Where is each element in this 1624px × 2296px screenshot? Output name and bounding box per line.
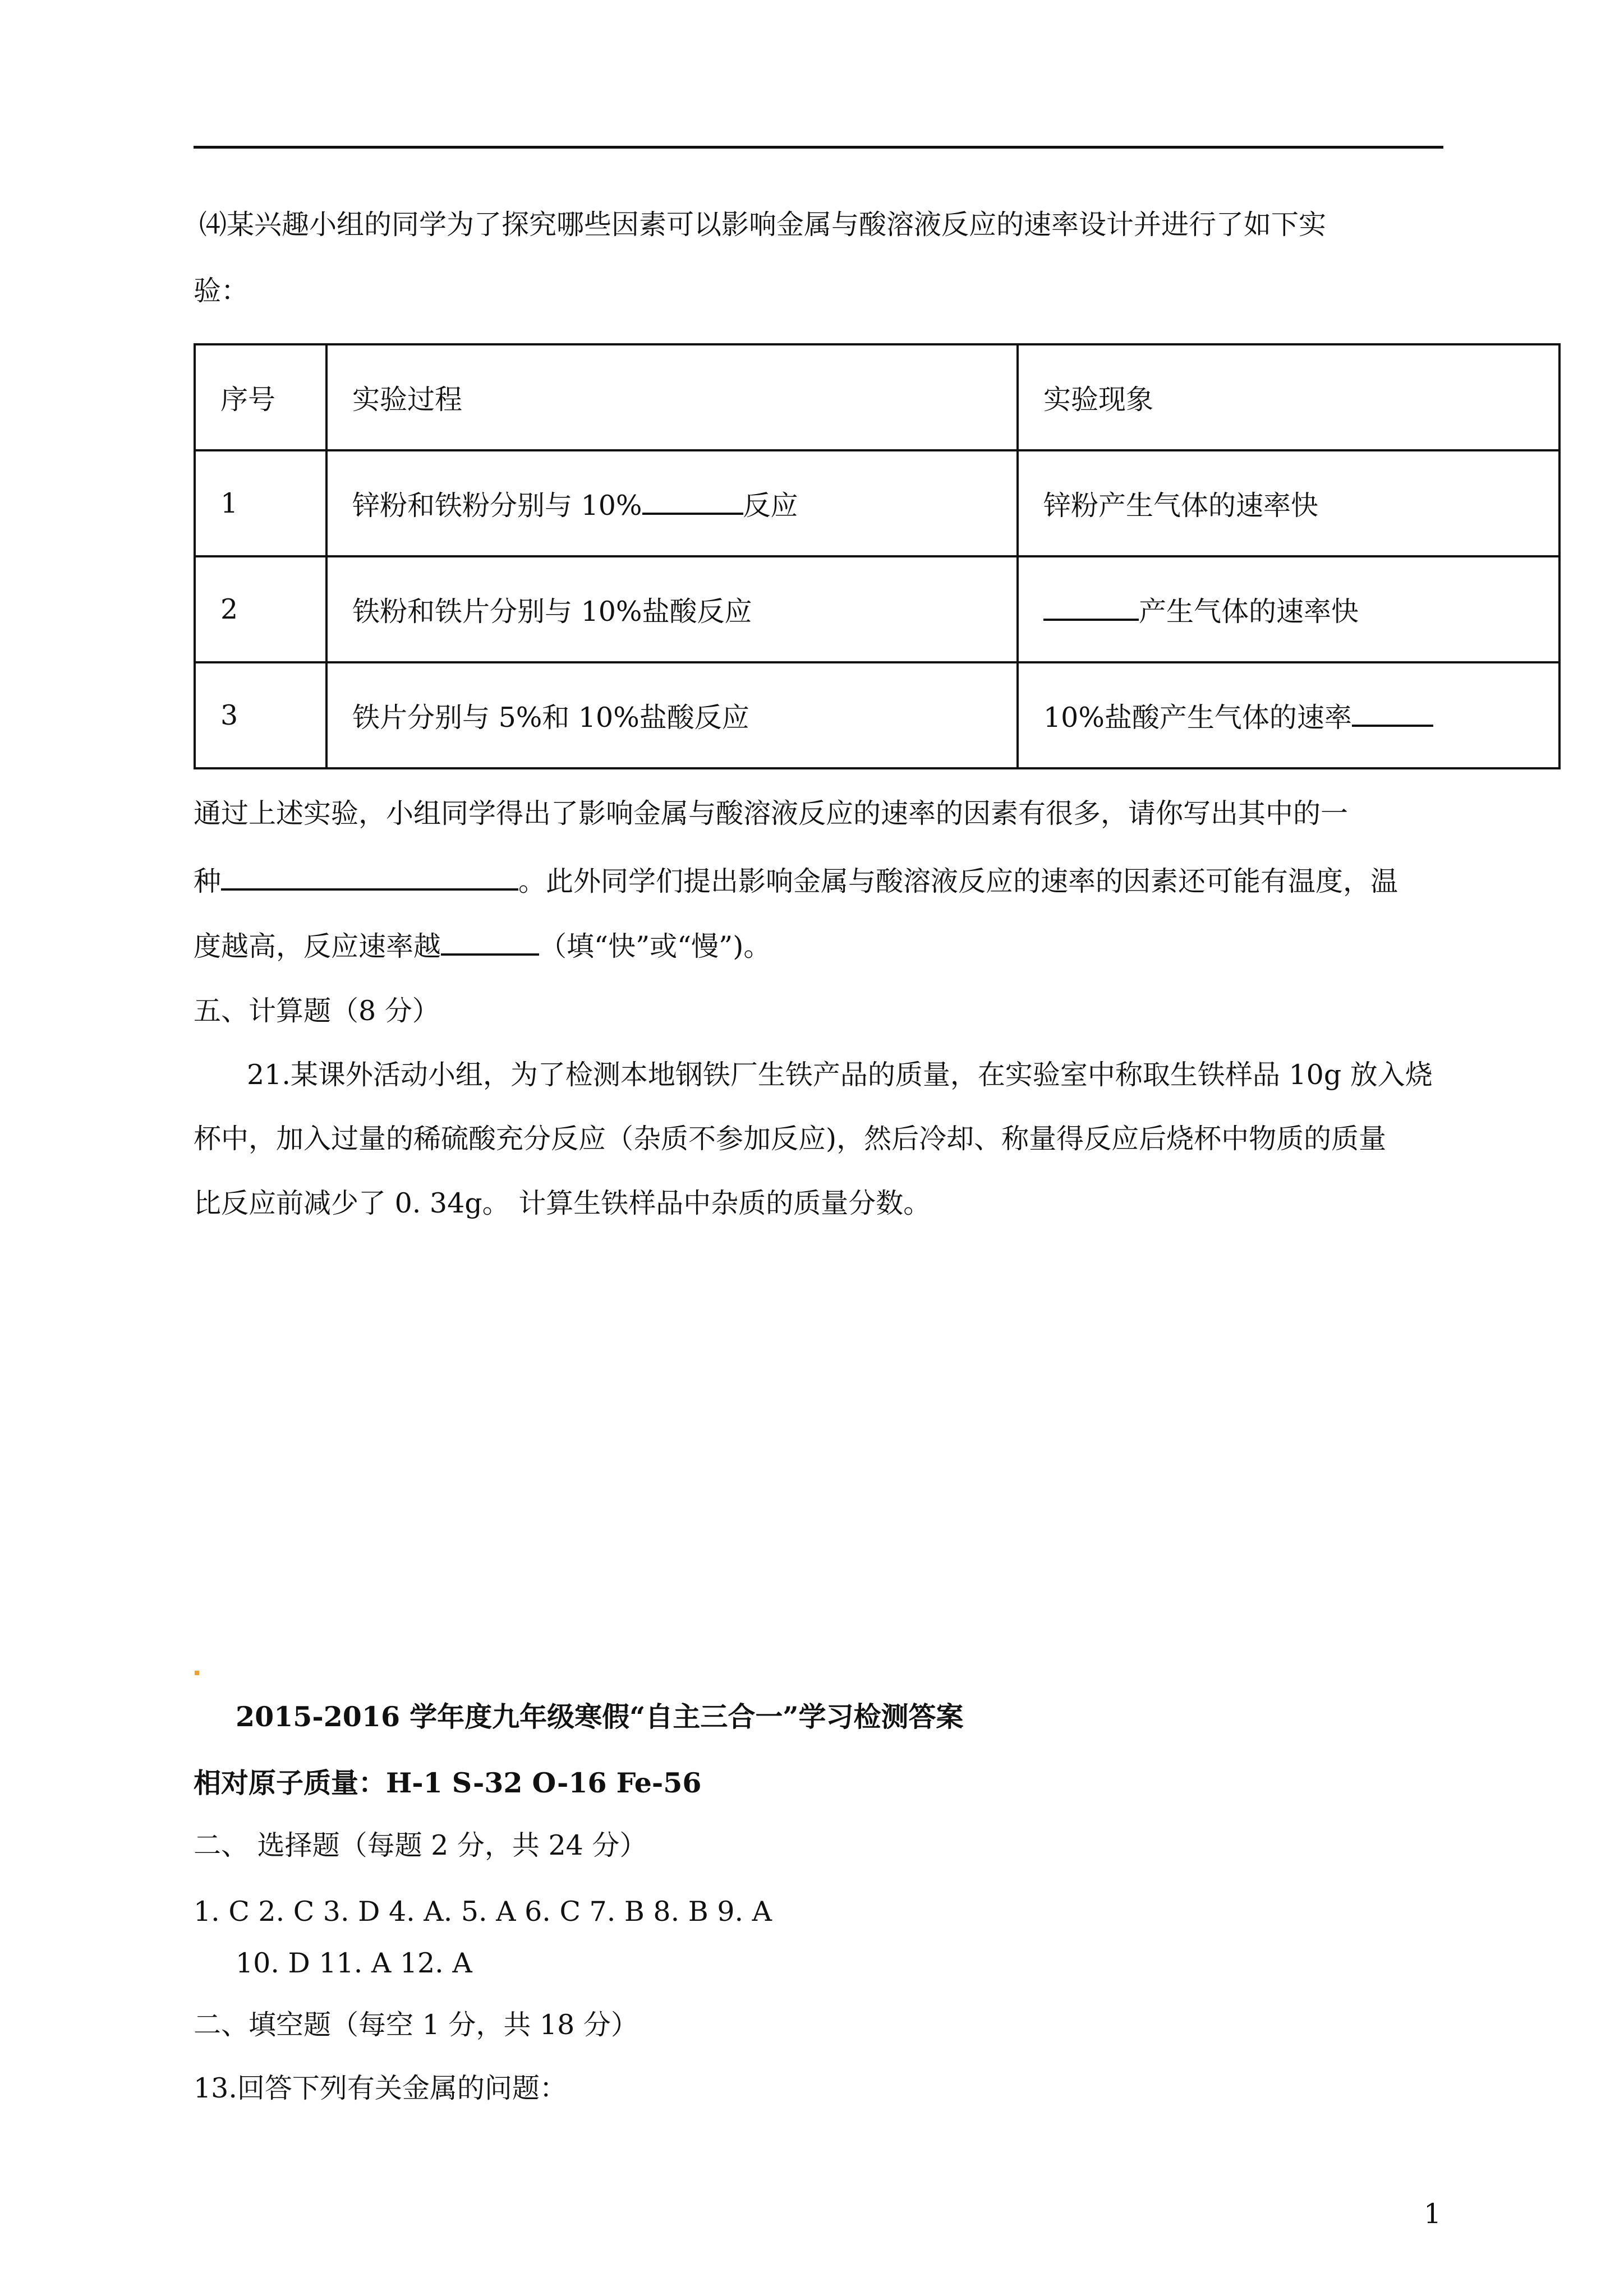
conclusion-line2 <box>194 864 1398 899</box>
header-number: 序号 <box>195 344 326 450</box>
header-phenomenon: 实验现象 <box>1018 344 1559 450</box>
fill-section-title: 二、填空题（每空 1 分，共 18 分） <box>194 2009 638 2041</box>
page-number: 1 <box>1424 2198 1442 2230</box>
answers-title: 2015-2016 学年度九年级寒假“自主三合一”学习检测答案 <box>236 1700 964 1733</box>
row-phenomenon <box>1018 556 1559 662</box>
q13-text: 13.回答下列有关金属的问题： <box>194 2072 567 2104</box>
experiment-table <box>194 343 1561 769</box>
conclusion-line3 <box>194 929 771 964</box>
section5-title: 五、计算题（8 分） <box>194 995 440 1027</box>
conclusion-text: 度越高，反应速率越 <box>194 930 441 962</box>
conclusion-text-after: （填“快”或“慢”)。 <box>539 930 771 962</box>
conclusion-text-after: 。此外同学们提出影响金属与酸溶液反应的速率的因素还可能有温度，温 <box>518 865 1398 897</box>
q21-line1: 21.某课外活动小组，为了检测本地钢铁厂生铁产品的质量，在实验室中称取生铁样品 10g 放入烧 <box>247 1059 1433 1091</box>
answer-blank <box>1043 594 1139 621</box>
q4-text-line2: 验： <box>194 275 249 307</box>
conclusion-line1: 通过上述实验，小组同学得出了影响金属与酸溶液反应的速率的因素有很多，请你写出其中的一 <box>194 797 1349 829</box>
row-process <box>326 450 1018 556</box>
q4-text-line1: ⑷某兴趣小组的同学为了探究哪些因素可以影响金属与酸溶液反应的速率设计并进行了如下实 <box>199 209 1327 241</box>
conclusion-text: 种 <box>194 865 222 897</box>
header-rule <box>194 146 1443 149</box>
phenomenon-text: 10%盐酸产生气体的速率 <box>1043 701 1352 734</box>
row-process: 铁片分别与 5%和 10%盐酸反应 <box>326 662 1018 768</box>
table-row <box>195 556 1559 662</box>
table-header-row <box>195 344 1559 450</box>
row-phenomenon <box>1018 662 1559 768</box>
header-process: 实验过程 <box>326 344 1018 450</box>
q21-line2: 杯中，加入过量的稀硫酸充分反应（杂质不参加反应)，然后冷却、称量得反应后烧杯中物质的质量 <box>194 1123 1387 1155</box>
process-text: 锌粉和铁粉分别与 10% <box>352 489 642 522</box>
table-row <box>195 450 1559 556</box>
table-row <box>195 662 1559 768</box>
row-phenomenon: 锌粉产生气体的速率快 <box>1018 450 1559 556</box>
atomic-mass-line: 相对原子质量：H-1 S-32 O-16 Fe-56 <box>194 1767 702 1799</box>
q21-line3: 比反应前减少了 0. 34g。 计算生铁样品中杂质的质量分数。 <box>194 1187 931 1219</box>
process-text-after: 反应 <box>743 489 798 522</box>
row-number: 1 <box>195 450 326 556</box>
row-number: 3 <box>195 662 326 768</box>
orange-dot-mark <box>195 1671 199 1675</box>
answer-blank <box>1352 700 1433 727</box>
answer-blank <box>441 929 539 956</box>
choice-answers-line2: 10. D 11. A 12. A <box>236 1947 472 1979</box>
row-process: 铁粉和铁片分别与 10%盐酸反应 <box>326 556 1018 662</box>
answer-blank <box>642 488 743 515</box>
choice-section-title: 二、 选择题（每题 2 分，共 24 分） <box>194 1829 647 1861</box>
phenomenon-text: 产生气体的速率快 <box>1139 595 1359 628</box>
answer-blank <box>221 864 518 891</box>
row-number: 2 <box>195 556 326 662</box>
choice-answers-line1: 1. C 2. C 3. D 4. A. 5. A 6. C 7. B 8. B 9. A <box>194 1896 772 1928</box>
